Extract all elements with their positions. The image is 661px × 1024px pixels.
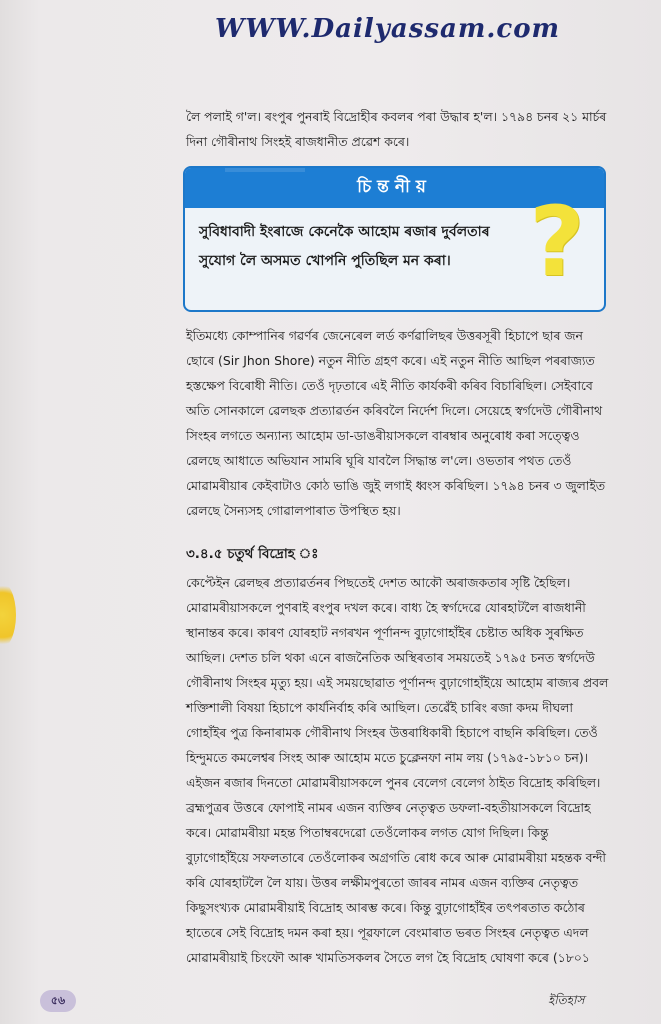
- paragraph-fourth-rebellion: কেপ্টেইন ৱেলছৰ প্ৰত্যাৱৰ্তনৰ পিছতেই দেশত আকৌ অৰাজকতাৰ সৃষ্টি হৈছিল। মোৱামৰীয়াসকলে পুণৰাই ৰংপুৰ দখল কৰে। বাধ্য হৈ স্বৰ্গদেৱে যোৰহাটলৈ ৰাজধানী স্থানান্তৰ কৰে। কাৰণ যোৰহাট নগৰখন পূৰ্ণানন্দ বুঢ়াগোহাঁইৰ চেষ্টাত অধিক সুৰক্ষিত আছিল। দেশত চলি থকা এনে ৰাজনৈতিক অস্থিৰতাৰ সময়তেই ১৭৯৫ চনত স্বৰ্গদেউ গৌৰীনাথ সিংহৰ মৃত্যু হয়। এই সময়ছোৱাত পূৰ্ণানন্দ বুঢ়াগোহাঁইয়ে আহোম ৰাজ্যৰ প্ৰবল শক্তিশালী বিষয়া হিচাপে কাৰ্যনিৰ্বাহ কৰি আছিল। তেৱেঁই চাৰিং ৰজা কদম দীঘলা গোহাঁইৰ পুত্ৰ কিনাৰামক গৌৰীনাথ সিংহৰ উত্তৰাধিকাৰী হিচাপে বাছনি কৰিছিল। তেওঁ হিন্দুমতে কমলেশ্বৰ সিংহ আৰু আহোম মতে চুক্লেনফা নাম লয় (১৭৯৫-১৮১০ চন)। এইজন ৰজাৰ দিনতো মোৱামৰীয়াসকলে পুনৰ বেলেগ বেলেগ ঠাইত বিদ্ৰোহ কৰিছিল। ব্ৰহ্মপুত্ৰৰ উত্তৰে ফোপাই নামৰ এজন ব্যক্তিৰ নেতৃত্বত ডফলা-বহতীয়াসকলে বিদ্ৰোহ কৰে। মোৱামৰীয়া মহন্ত পিতাম্বৰদেৱো তেওঁলোকৰ লগত যোগ দিছিল। কিন্তু বুঢ়াগোহাঁইয়ে সফলতাৰে তেওঁলোকৰ অগ্ৰগতি ৰোধ কৰে আৰু মোৱামৰীয়া মহন্তক বন্দী কৰি যোৰহাটলৈ লৈ যায়। উত্তৰ লক্ষীমপুৰতো জাৰৰ নামৰ এজন ব্যক্তিৰ নেতৃত্বত কিছুসংখ্যক মোৱামৰীয়াই বিদ্ৰোহ আৰম্ভ কৰে। কিন্তু বুঢ়াগোহাঁইৰ তৎপৰতাত কঠোৰ হাতেৰে সেই বিদ্ৰোহ দমন কৰা হয়। পূৱফালে বেংমাৰাত ভৰত সিংহৰ নেতৃত্বত এদল মোৱামৰীয়াই চিংফৌ আৰু খামতিসকলৰ সৈতে লগ হৈ বিদ্ৰোহ ঘোষণা কৰে (১৮০১: [186, 575, 609, 965]
- callout-header: চিন্তনীয়: [185, 168, 604, 208]
- question-mark-icon: ?: [529, 186, 585, 298]
- page-number: ৫৬: [40, 990, 76, 1012]
- paragraph-shore-policy: ইতিমধ্যে কোম্পানিৰ গৱৰ্ণৰ জেনেৰেল লৰ্ড কৰ্ণৱালিছৰ উত্তৰসূৰী হিচাপে ছাৰ জন ছোৰে (Sir Jhon Shore) নতুন নীতি গ্ৰহণ কৰে। এই নতুন নীতি আছিল পৰৰাজ্যত হস্তক্ষেপ বিৰোধী নীতি। তেওঁ দৃঢ়তাৰে এই নীতি কাৰ্যকৰী কৰিব বিচাৰিছিল। সেইবাবে অতি সোনকালে ৱেলছক প্ৰত্যাৱৰ্তন কৰিবলৈ নিৰ্দেশ দিলে। সেয়েহে স্বৰ্গদেউ গৌৰীনাথ সিংহৰ লগতে অন্যান্য আহোম ডা-ডাঙৰীয়াসকলে বাৰম্বাৰ অনুৰোধ কৰা সত্ত্বেও ৱেলছে আধাতে অভিযান সামৰি ঘূৰি যাবলৈ সিদ্ধান্ত ল'লে। ওভতাৰ পথত তেওঁ মোৱামৰীয়াৰ কেইবাটাও কোঠ ভাঙি জুই লগাই ধ্বংস কৰিছিল। ১৭৯৪ চনৰ ৩ জুলাইত ৱেলছে সৈন্যসহ গোৱালপাৰাত উপস্থিত হয়।: [186, 328, 606, 518]
- book-title: ইতিহাস: [548, 993, 585, 1007]
- callout-text: সুবিধাবাদী ইংৰাজে কেনেকৈ আহোম ৰজাৰ দুৰ্বলতাৰ সুযোগ লৈ অসমত খোপনি পুতিছিল মন কৰা।: [199, 224, 490, 269]
- yellow-stain: [0, 580, 16, 650]
- section-heading: ৩.৪.৫ চতুৰ্থ বিদ্ৰোহ ঃ: [186, 546, 319, 562]
- paragraph-intro: লৈ পলাই গ'ল। ৰংপুৰ পুনৰাই বিদ্ৰোহীৰ কবলৰ পৰা উদ্ধাৰ হ'ল। ১৭৯৪ চনৰ ২১ মাৰ্চৰ দিনা গৌৰীনাথ সিংহই ৰাজধানীত প্ৰৱেশ কৰে।: [186, 109, 607, 149]
- watermark-url: WWW.Dailyassam.com: [215, 14, 561, 44]
